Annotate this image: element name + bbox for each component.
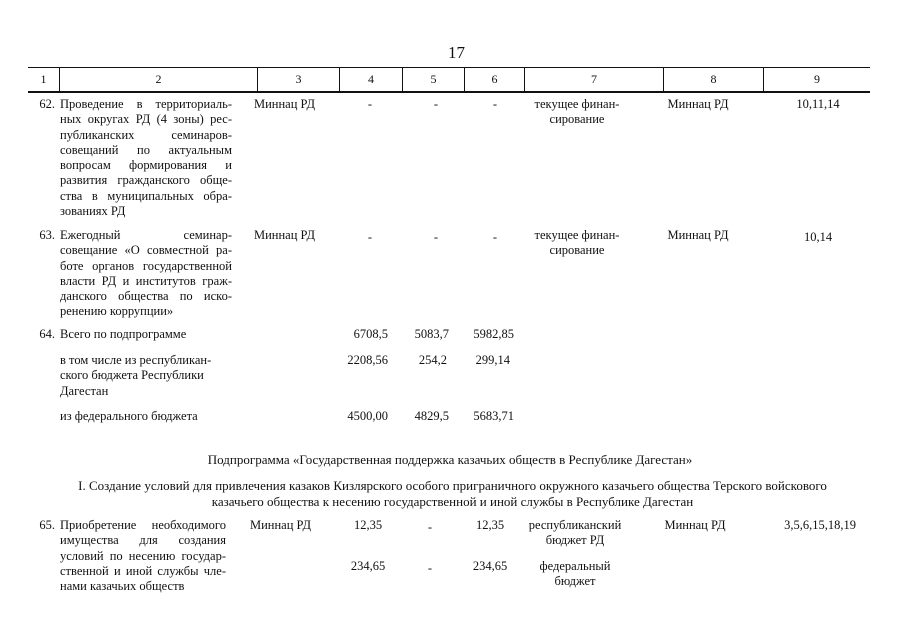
source-line: текущее финан- bbox=[534, 228, 620, 242]
row-description bbox=[60, 518, 226, 594]
total-col5: 5083,7 bbox=[414, 327, 449, 341]
description-line: ных округах РД (4 зоны) рес- bbox=[60, 112, 232, 127]
label-line: Дагестан bbox=[60, 383, 109, 398]
description-line: условий по несению государ- bbox=[60, 548, 226, 563]
page-number: 17 bbox=[448, 43, 465, 62]
table-header bbox=[28, 67, 870, 93]
header-cell-4: 4 bbox=[339, 68, 402, 91]
section-heading bbox=[40, 478, 865, 510]
section-line: I. Создание условий для привлечения казаков Кизлярского особого приграничного окружного казачьего общества Терского войскового bbox=[78, 478, 827, 493]
header-cell-1: 1 bbox=[40, 72, 47, 86]
description-line: вопросам формирования и bbox=[60, 158, 232, 173]
republican-col4: 2208,56 bbox=[347, 353, 388, 367]
value-col6: 234,65 bbox=[472, 559, 508, 573]
value-col5: - bbox=[433, 230, 439, 244]
row-number: 65. bbox=[39, 518, 55, 532]
federal-col5: 4829,5 bbox=[414, 409, 449, 423]
description-line: ственной и иной службы чле- bbox=[60, 563, 226, 578]
source-line: республиканский bbox=[528, 518, 622, 532]
executor: Миннац РД bbox=[250, 518, 312, 532]
description-line: нами казачьих обществ bbox=[60, 579, 185, 594]
total-col6: 5982,85 bbox=[473, 327, 514, 341]
source-line: бюджет bbox=[554, 574, 596, 589]
header-cell-3: 3 bbox=[257, 68, 339, 91]
description-line: Проведение в территориаль- bbox=[60, 97, 232, 111]
header-cell-8: 8 bbox=[663, 68, 763, 91]
description-line: боте органов государственной bbox=[60, 258, 232, 273]
header-cell-9: 9 bbox=[763, 68, 870, 91]
value-col4: 234,65 bbox=[350, 559, 386, 573]
label-line: ского бюджета Республики bbox=[60, 368, 204, 383]
value-col5: - bbox=[427, 520, 433, 534]
total-label: Всего по подпрограмме bbox=[60, 327, 187, 341]
funding-source bbox=[514, 97, 640, 128]
source-line: бюджет РД bbox=[545, 533, 605, 548]
header-cell-6: 6 bbox=[464, 68, 524, 91]
row-number: 63. bbox=[39, 228, 55, 242]
total-col4: 6708,5 bbox=[353, 327, 388, 341]
description-line: Ежегодный семинар- bbox=[60, 228, 232, 242]
value-col4: - bbox=[367, 230, 373, 244]
description-line: зованиях РД bbox=[60, 204, 126, 219]
indicators: 3,5,6,15,18,19 bbox=[784, 518, 856, 532]
responsible: Миннац РД bbox=[667, 97, 729, 111]
description-line: власти РД и институтов граж- bbox=[60, 273, 232, 288]
description-line: развития гражданского обще- bbox=[60, 173, 232, 188]
republican-budget-label bbox=[60, 353, 232, 399]
description-line: ренению коррупции» bbox=[60, 304, 174, 319]
value-col5: - bbox=[433, 97, 439, 111]
source-line: сирование bbox=[549, 112, 605, 127]
value-col6: 12,35 bbox=[475, 518, 505, 532]
label-line: в том числе из республикан- bbox=[60, 353, 212, 367]
federal-col6: 5683,71 bbox=[473, 409, 514, 423]
funding-source bbox=[512, 559, 638, 590]
header-cell-7: 7 bbox=[524, 68, 663, 91]
value-col4: - bbox=[367, 97, 373, 111]
funding-source bbox=[512, 518, 638, 549]
value-col5: - bbox=[427, 561, 433, 575]
funding-source bbox=[514, 228, 640, 259]
row-number: 62. bbox=[39, 97, 55, 111]
header-cell-5: 5 bbox=[402, 68, 464, 91]
description-line: совещание «О совместной ра- bbox=[60, 243, 232, 258]
executor: Миннац РД bbox=[254, 228, 316, 242]
description-line: Приобретение необходимого bbox=[60, 518, 226, 532]
description-line: ства в муниципальных обра- bbox=[60, 188, 232, 203]
executor: Миннац РД bbox=[254, 97, 316, 111]
federal-col4: 4500,00 bbox=[347, 409, 388, 423]
subprogram-title: Подпрограмма «Государственная поддержка казачьих обществ в Республике Дагестан» bbox=[207, 452, 693, 467]
source-line: текущее финан- bbox=[534, 97, 620, 111]
section-line: казачьего общества к несению государственной и иной службы в Республике Дагестан bbox=[211, 494, 694, 509]
value-col6: - bbox=[492, 97, 498, 111]
source-line: сирование bbox=[549, 243, 605, 258]
description-line: имущества для создания bbox=[60, 533, 226, 548]
responsible: Миннац РД bbox=[664, 518, 726, 532]
indicators: 10,11,14 bbox=[796, 97, 840, 111]
value-col4: 12,35 bbox=[353, 518, 383, 532]
header-cell-2: 2 bbox=[59, 68, 257, 91]
responsible: Миннац РД bbox=[667, 228, 729, 242]
row-number: 64. bbox=[39, 327, 55, 341]
description-line: публиканских семинаров- bbox=[60, 127, 232, 142]
description-line: данского общества по иско- bbox=[60, 289, 232, 304]
row-description bbox=[60, 97, 232, 219]
row-description bbox=[60, 228, 232, 320]
republican-col6: 299,14 bbox=[475, 353, 510, 367]
description-line: совещаний по актуальным bbox=[60, 142, 232, 157]
republican-col5: 254,2 bbox=[418, 353, 447, 367]
source-line: федеральный bbox=[539, 559, 611, 573]
indicators: 10,14 bbox=[803, 230, 833, 244]
value-col6: - bbox=[492, 230, 498, 244]
federal-budget-label: из федерального бюджета bbox=[60, 409, 198, 423]
